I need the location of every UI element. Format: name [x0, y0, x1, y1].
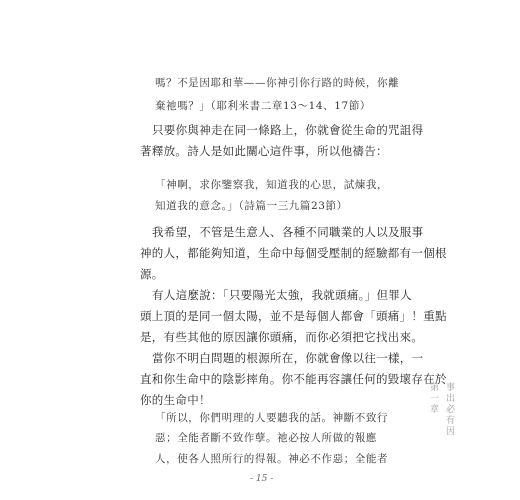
paragraph-line: 是，有些其他的原因讓你頭痛，而你必須把它找出來。 [140, 330, 424, 344]
quote-line: 「所以，你們明理的人要聽我的話。神斷不致行 [155, 412, 389, 424]
paragraph-line: 只要你與神走在同一條路上，你就會從生命的咒詛得 [152, 123, 424, 137]
quote-line: 棄祂嗎？」（耶利米書二章13～14、17節） [155, 100, 372, 112]
paragraph [140, 285, 447, 348]
page-number: - 15 - [250, 474, 274, 484]
paragraph-line: 著釋放。詩人是如此關心這件事，所以他禱告： [140, 144, 388, 158]
paragraph-line: 當你不明白問題的根源所在，你就會像以往一樣，一 [152, 351, 424, 365]
chapter-title: 事出必有因 [444, 382, 454, 437]
paragraph [140, 120, 424, 162]
quote-line: 惡；全能者斷不致作孽。祂必按人所做的報應 [155, 432, 377, 444]
quote-line: 知道我的意念。」（詩篇一三九篇23節） [155, 200, 348, 212]
paragraph-line: 有人這麼說：「只要陽光太強，我就頭痛。」但罪人 [152, 288, 412, 302]
paragraph [140, 222, 447, 285]
quote-line: 「神啊，求你鑒察我，知道我的心思，試煉我， [155, 179, 389, 191]
quote-line: 人，使各人照所行的得報。神必不作惡；全能者 [155, 453, 389, 465]
chapter-label: 第一章 [428, 382, 438, 415]
paragraph-line: 源。 [140, 267, 164, 281]
paragraph-line: 我希望，不管是生意人、各種不同職業的人以及服事 [152, 225, 424, 239]
paragraph-line: 直和你生命中的陰影摔角。你不能再容讓任何的毀壞存在於 [140, 372, 447, 386]
quote-line: 嗎？不是因耶和華——你神引你行路的時候，你離 [155, 77, 400, 89]
paragraph-line: 頭上頂的是同一個太陽，並不是每個人都會「頭痛」！重點 [140, 309, 447, 323]
paragraph-line: 你的生命中！ [140, 393, 211, 407]
paragraph-line: 神的人，都能夠知道，生命中每個受壓制的經驗都有一個根 [140, 246, 447, 260]
